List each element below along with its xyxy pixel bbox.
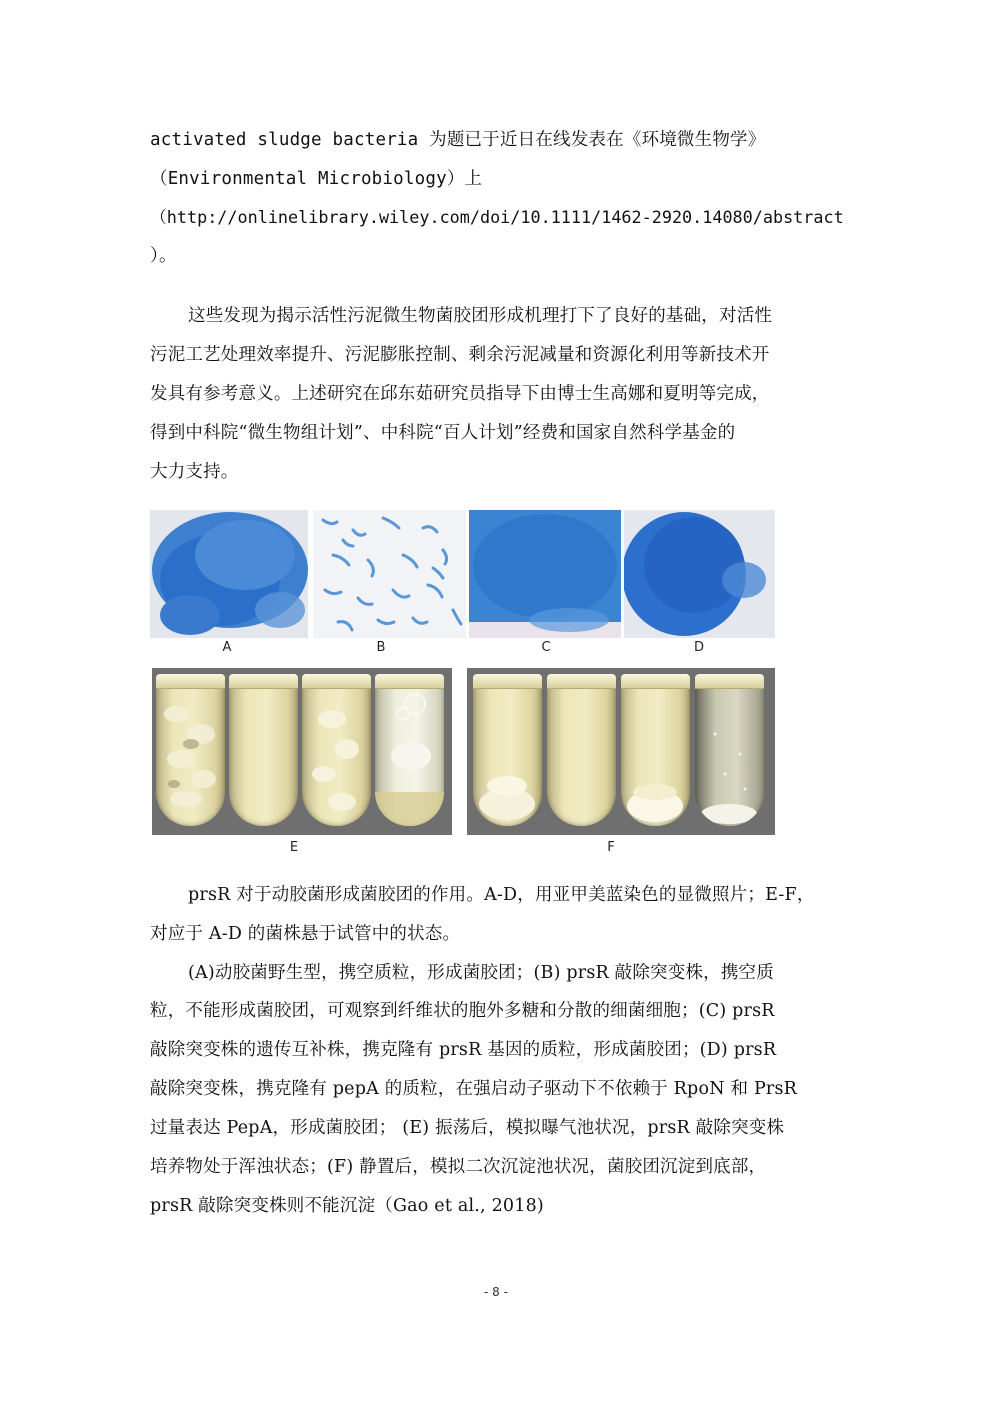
caption-line-9: prsR 敲除突变株则不能沉淀（Gao et al., 2018) — [150, 1196, 544, 1216]
panel-label-b: B — [376, 640, 386, 655]
text-line-9: 大力支持。 — [150, 462, 239, 482]
caption-line-4: 粒，不能形成菌胶团，可观察到纤维状的胞外多糖和分散的细菌细胞；(C) prsR — [150, 1001, 775, 1021]
text-line-7: 发具有参考意义。上述研究在邱东茹研究员指导下由博士生高娜和夏明等完成， — [150, 384, 770, 404]
tube-photo-e — [152, 668, 452, 835]
page-number: - 8 - — [484, 1285, 508, 1299]
micrograph-d — [624, 510, 775, 638]
panel-label-a: A — [222, 640, 232, 655]
figure-microscopy-and-tubes — [150, 510, 775, 860]
panel-label-d: D — [693, 640, 704, 655]
caption-line-6: 敲除突变株，携克隆有 pepA 的质粒，在强启动子驱动下不依赖于 RpoN 和 PrsR — [150, 1079, 798, 1099]
caption-line-1: prsR 对于动胶菌形成菌胶团的作用。A-D，用亚甲美蓝染色的显微照片；E-F， — [188, 885, 815, 905]
panel-label-f: F — [607, 840, 615, 855]
text-line-1: activated sludge bacteria 为题已于近日在线发表在《环境微生物学》 — [150, 130, 766, 150]
text-line-8: 得到中科院“微生物组计划”、中科院“百人计划”经费和国家自然科学基金的 — [150, 423, 736, 443]
tube-f-d — [695, 674, 764, 826]
text-line-6: 污泥工艺处理效率提升、污泥膨胀控制、剩余污泥减量和资源化利用等新技术开 — [150, 345, 770, 365]
tube-photo-f — [467, 668, 775, 835]
micrograph-b — [313, 510, 466, 638]
caption-line-2: 对应于 A-D 的菌株悬于试管中的状态。 — [150, 924, 461, 944]
text-line-4: ）。 — [150, 246, 177, 266]
caption-line-3: (A)动胶菌野生型，携空质粒，形成菌胶团；(B) prsR 敲除突变株，携空质 — [188, 963, 774, 983]
caption-line-8: 培养物处于浑浊状态；(F) 静置后，模拟二次沉淀池状况，菌胶团沉淀到底部， — [150, 1157, 767, 1177]
tube-f-a — [473, 674, 542, 826]
tube-e-b — [229, 674, 298, 826]
micrograph-c — [469, 510, 621, 638]
panel-label-e: E — [289, 840, 299, 855]
caption-line-7: 过量表达 PepA，形成菌胶团； (E) 振荡后，模拟曝气池状况，prsR 敲除突变株 — [150, 1118, 785, 1138]
text-line-2: （Environmental Microbiology）上 — [150, 169, 483, 189]
tube-f-b — [547, 674, 616, 826]
tube-e-a — [156, 674, 225, 826]
text-line-5: 这些发现为揭示活性污泥微生物菌胶团形成机理打下了良好的基础，对活性 — [188, 306, 773, 326]
text-line-3-url[interactable]: （http://onlinelibrary.wiley.com/doi/10.1111/1462-2920.14080/abstract — [150, 207, 844, 227]
caption-line-5: 敲除突变株的遗传互补株，携克隆有 prsR 基因的质粒，形成菌胶团；(D) prsR — [150, 1040, 777, 1060]
tube-f-c — [621, 674, 690, 826]
tube-e-d — [375, 674, 444, 826]
panel-label-c: C — [541, 640, 551, 655]
micrograph-a — [150, 510, 308, 638]
tube-e-c — [302, 674, 371, 826]
